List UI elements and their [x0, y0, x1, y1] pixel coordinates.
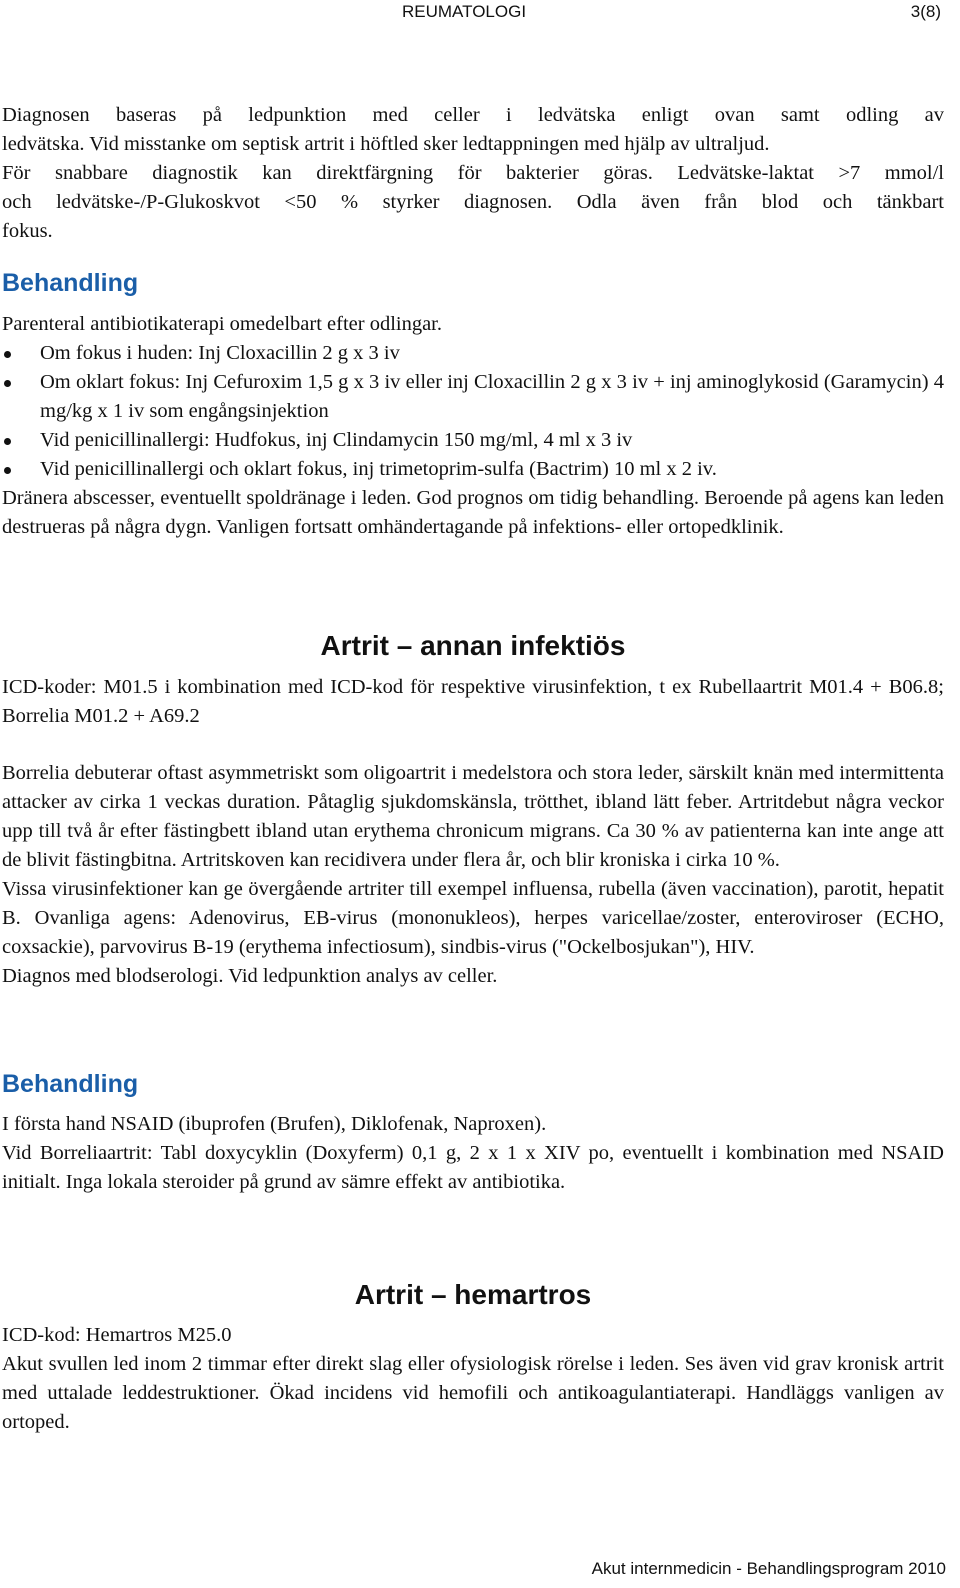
page-header [0, 2, 960, 24]
text-line: För snabbare diagnostik kan direktfärgning för bakterier göras. Ledvätske-laktat >7 mmol/l [2, 162, 944, 184]
text-line: fokus. [2, 220, 53, 242]
viral-paragraph: Vissa virusinfektioner kan ge övergående artriter till exempel influensa, rubella (även vaccination), parotit, hepatit B. Ovanliga agens: Adenovirus, EB-virus (mononukleos), herpes varicellae/zoster, enteroviroser (ECHO, coxsackie), parvovirus B-19 (erythema infectiosum), sindbis-virus ("Ockelbosjukan"), HIV. [2, 878, 944, 958]
bullet-icon [4, 380, 11, 387]
list-item: Vid penicillinallergi och oklart fokus, inj trimetoprim-sulfa (Bactrim) 10 ml x 2 iv. [2, 455, 944, 484]
icd-codes: ICD-koder: M01.5 i kombination med ICD-kod för respektive virusinfektion, t ex Rubellaartrit M01.4 + B06.8; Borrelia M01.2 + A69.2 [2, 676, 944, 727]
list-item: Om oklart fokus: Inj Cefuroxim 1,5 g x 3 iv eller inj Cloxacillin 2 g x 3 iv + inj aminoglykosid (Garamycin) 4 mg/kg x 1 iv som engångsinjektion [2, 368, 944, 426]
treatment-list [2, 339, 944, 484]
section-title-hemarthrosis: Artrit – hemartros [354, 1279, 592, 1310]
closing-paragraph: Dränera abscesser, eventuellt spoldränage i leden. God prognos om tidig behandling. Beroende på agens kan leden destrueras på några dygn. Vanligen fortsatt omhändertagande på infektions- eller ortopedklinik. [2, 487, 944, 538]
section-title-infectious: Artrit – annan infektiös [320, 630, 626, 661]
text-line: ledvätska. Vid misstanke om septisk artrit i höftled sker ledtappningen med hjälp av ultraljud. [2, 133, 770, 155]
treatment-heading: Behandling [2, 269, 139, 297]
treatment-block [2, 310, 944, 542]
page-number: 3(8) [910, 2, 941, 21]
diagnosis-paragraph [2, 101, 944, 246]
header-title: REUMATOLOGI [402, 2, 527, 21]
borrelia-treatment: Vid Borreliaartrit: Tabl doxycyklin (Doxyferm) 0,1 g, 2 x 1 x XIV po, eventuellt i kombination med NSAID initialt. Inga lokala steroider på grund av sämre effekt av antibiotika. [2, 1142, 944, 1193]
treatment-intro: Parenteral antibiotikaterapi omedelbart efter odlingar. [2, 313, 442, 335]
bullet-icon [4, 438, 11, 445]
text-line: Diagnosen baseras på ledpunktion med celler i ledvätska enligt ovan samt odling av [2, 104, 944, 126]
hemarthrosis-paragraph: Akut svullen led inom 2 timmar efter direkt slag eller ofysiologisk rörelse i leden. Ses även vid grav kronisk artrit med uttalade leddestruktioner. Ökad incidens vid hemofili och antikoagulantiaterapi. Handläggs vanligen av ortoped. [2, 1353, 944, 1433]
treatment-heading-2: Behandling [2, 1070, 139, 1098]
bullet-icon [4, 467, 11, 474]
treatment-first-line: I första hand NSAID (ibuprofen (Brufen), Diklofenak, Naproxen). [2, 1113, 547, 1135]
borrelia-block [2, 759, 944, 991]
borrelia-paragraph: Borrelia debuterar oftast asymmetriskt som oligoartrit i medelstora och stora leder, särskilt knän med intermittenta attacker av cirka 1 veckas duration. Påtaglig sjukdomskänsla, trötthet, ibland lätt feber. Artritdebut några veckor upp till två år efter fästingbett ibland utan erythema chronicum migrans. Ca 30 % av patienterna kan inte ange att de blivit fästingbitna. Artritskoven kan recidivera under flera år, och blir kroniska i cirka 10 %. [2, 762, 944, 871]
list-item: Vid penicillinallergi: Hudfokus, inj Clindamycin 150 mg/ml, 4 ml x 3 iv [2, 426, 944, 455]
bullet-icon [4, 351, 11, 358]
hemarthrosis-block [2, 1321, 944, 1437]
list-item: Om fokus i huden: Inj Cloxacillin 2 g x 3 iv [2, 339, 944, 368]
text-line: och ledvätske-/P-Glukoskvot <50 % styrker diagnosen. Odla även från blod och tänkbart [2, 191, 944, 213]
treatment-block-2 [2, 1110, 944, 1197]
diagnosis-line: Diagnos med blodserologi. Vid ledpunktion analys av celler. [2, 965, 498, 987]
page-footer: Akut internmedicin - Behandlingsprogram 2010 [591, 1559, 946, 1578]
icd-code: ICD-kod: Hemartros M25.0 [2, 1324, 232, 1346]
